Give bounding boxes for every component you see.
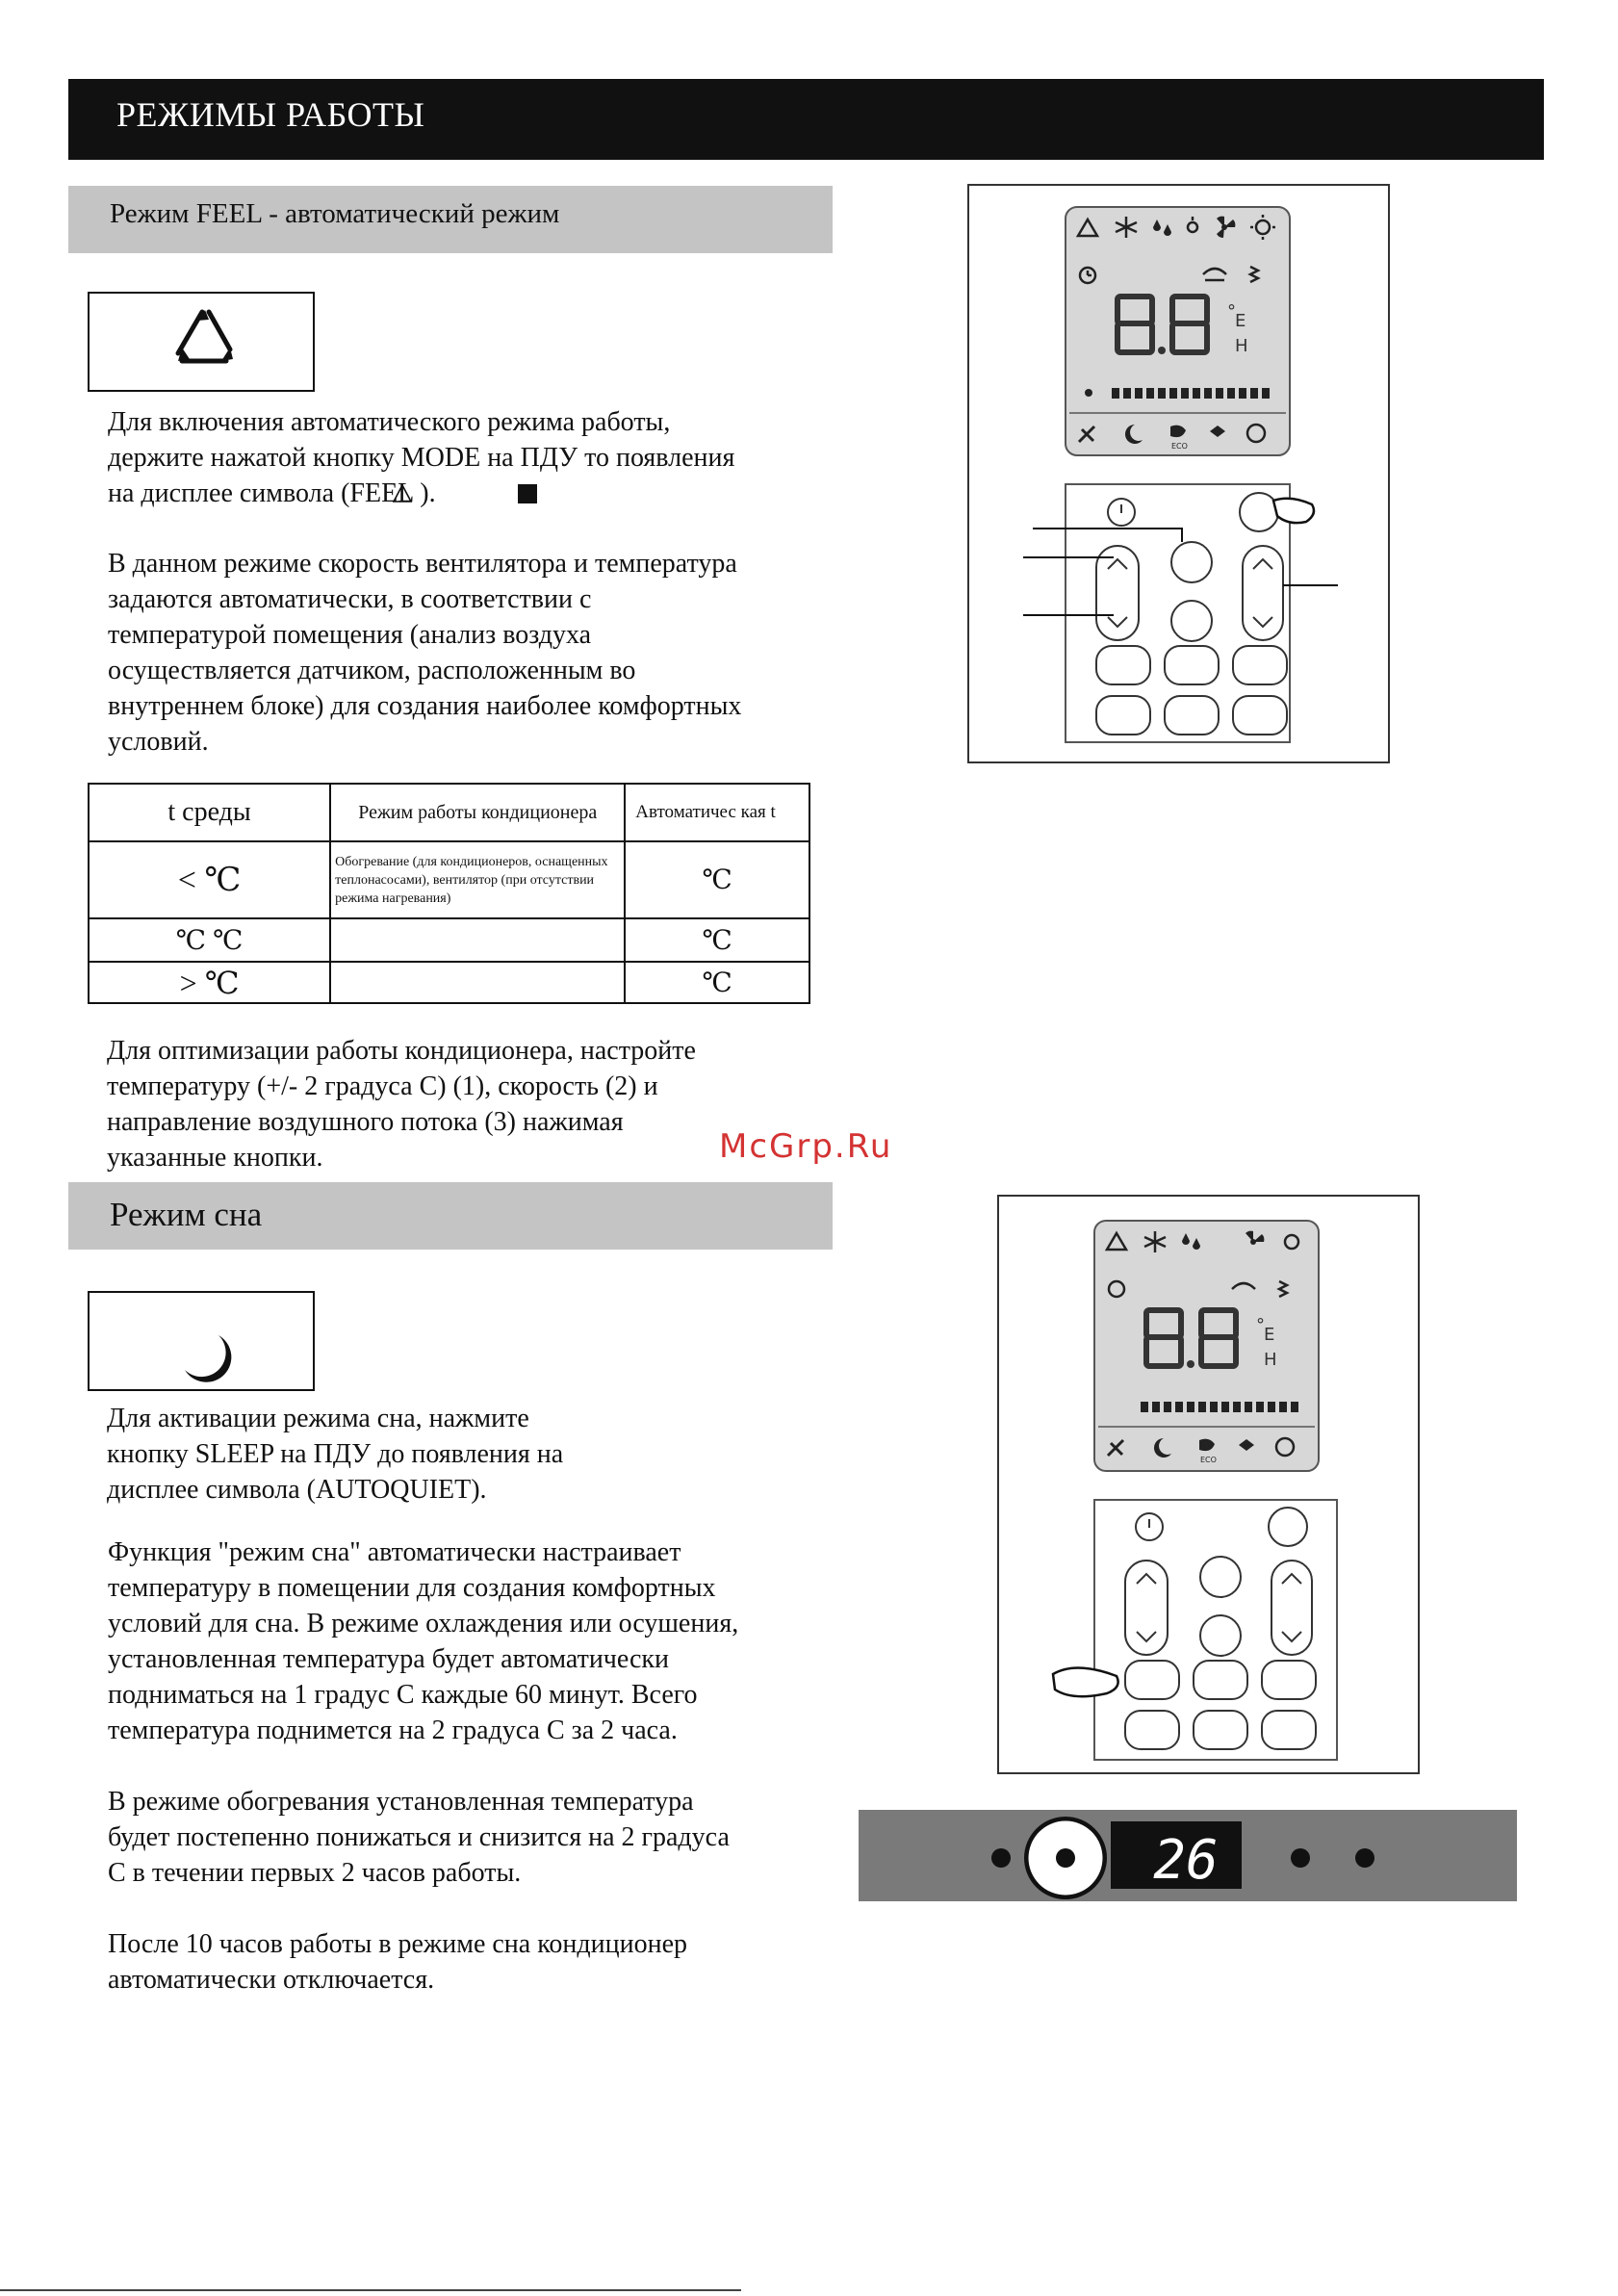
remote-control-feel: [967, 184, 1390, 763]
table-cell: > ℃: [89, 962, 330, 1003]
table-cell: ℃: [625, 962, 809, 1003]
sleep-paragraph-3: [108, 1784, 839, 1891]
sleep-paragraph-2: [108, 1535, 839, 1748]
text-line: внутреннем блоке) для создания наиболее комфортных: [108, 691, 742, 721]
table-cell: [330, 918, 625, 962]
remote-feel-drawing: [969, 186, 1392, 765]
mode-button[interactable]: [1240, 493, 1278, 531]
table-header-t: t среды: [89, 784, 330, 841]
sleep-button[interactable]: [1125, 1661, 1179, 1699]
text-line: После 10 часов работы в режиме сна кондиционер: [108, 1929, 687, 1959]
text-line: Функция "режим сна" автоматически настраивает: [108, 1537, 681, 1567]
text-line: температуру (+/- 2 градуса С) (1), скорость (2) и: [107, 1071, 658, 1101]
text-line: задаются автоматически, в соответствии с: [108, 584, 592, 614]
indoor-display-value: 26: [1153, 1829, 1219, 1892]
text-line: осуществляется датчиком, расположенным во: [108, 656, 636, 685]
sleep-paragraph-4: [108, 1926, 839, 1998]
text-line: температура поднимется на 2 градуса С за 2 часа.: [108, 1716, 678, 1745]
remote-control-sleep: [997, 1195, 1420, 1774]
text-line: направление воздушного потока (3) нажимая: [107, 1107, 624, 1137]
table-cell: ℃ ℃: [89, 918, 330, 962]
text-line: будет постепенно понижаться и снизится на 2 градуса: [108, 1822, 730, 1852]
section-sleep-title: Режим сна: [110, 1196, 263, 1233]
lcd-unit-e: E: [1264, 1325, 1275, 1345]
feel-paragraph-1: [108, 404, 839, 511]
table-header-row: [89, 784, 809, 841]
text-line: установленная температура будет автоматически: [108, 1644, 670, 1674]
watermark: McGrp.Ru: [719, 1127, 893, 1166]
feel-triangle-icon: [90, 294, 317, 394]
page-title: РЕЖИМЫ РАБОТЫ: [116, 95, 425, 134]
lcd-eco-label: ECO: [1171, 442, 1188, 451]
text-line: Для активации режима сна, нажмите: [107, 1404, 529, 1433]
section-feel-title: Режим FEEL - автоматический режим: [110, 198, 560, 229]
text-line: Для оптимизации работы кондиционера, настройте: [107, 1036, 696, 1066]
black-square-icon: [518, 484, 537, 503]
lcd-unit-h: H: [1264, 1350, 1277, 1370]
table-header-mode: Режим работы кондиционера: [330, 784, 625, 841]
text-line: Для включения автоматического режима работы,: [108, 407, 671, 437]
text-line: подниматься на 1 градус С каждые 60 минут. Всего: [108, 1680, 698, 1710]
section-feel-header: [68, 186, 833, 253]
table-cell: < ℃: [89, 841, 330, 918]
swing-button[interactable]: [1171, 601, 1212, 641]
footer-divider: [0, 2289, 741, 2291]
table-cell: ℃: [625, 841, 809, 918]
lcd-unit-h: H: [1235, 336, 1248, 356]
remote-sleep-drawing: [999, 1197, 1422, 1776]
text-line: автоматически отключается.: [108, 1965, 435, 1995]
hand-pointer-icon: [1053, 1667, 1118, 1696]
section-sleep-header: [68, 1182, 833, 1250]
text-line: указанные кнопки.: [107, 1143, 323, 1173]
lcd-unit-c: °: [1256, 1315, 1265, 1335]
fan-speed-button[interactable]: [1171, 542, 1212, 582]
lcd-unit-e: E: [1235, 311, 1246, 331]
table-cell: ℃: [625, 918, 809, 962]
text-line: С в течении первых 2 часов работы.: [108, 1858, 522, 1888]
moon-small-icon: [333, 1472, 375, 1507]
text-line: условий.: [108, 727, 209, 757]
text-line: условий для сна. В режиме охлаждения или осушения,: [108, 1609, 739, 1638]
table-row: [89, 918, 809, 962]
moon-icon: [90, 1293, 317, 1393]
lcd-eco-label: ECO: [1200, 1456, 1217, 1464]
text-line: температурой помещения (анализ воздуха: [108, 620, 592, 650]
sleep-icon-box: [88, 1291, 315, 1391]
text-line: В данном режиме скорость вентилятора и температура: [108, 549, 737, 579]
text-line: дисплее символа (AUTOQUIET).: [107, 1475, 487, 1505]
text-line: держите нажатой кнопку MODE на ПДУ то появления: [108, 443, 735, 473]
text-line-with-icon: [107, 1472, 838, 1508]
table-row: [89, 962, 809, 1003]
sleep-paragraph-1: [107, 1401, 838, 1508]
text-line: кнопку SLEEP на ПДУ до появления на: [107, 1439, 564, 1469]
indoor-unit-panel: [859, 1810, 1517, 1901]
text-line: на дисплее символа (FEEL ).: [108, 478, 436, 508]
lcd-unit-c: °: [1227, 301, 1236, 322]
feel-icon-box: [88, 292, 315, 392]
text-line-with-icons: [108, 476, 839, 511]
feel-mode-table: [88, 783, 810, 1004]
text-line: температуру в помещении для создания комфортных: [108, 1573, 716, 1603]
feel-paragraph-2: [108, 546, 839, 760]
page-header: [68, 79, 1544, 160]
text-line: В режиме обогревания установленная температура: [108, 1787, 694, 1817]
indoor-panel-drawing: [859, 1810, 1517, 1901]
table-row: [89, 841, 809, 918]
table-cell: [330, 962, 625, 1003]
mode-button[interactable]: [1269, 1508, 1307, 1546]
feel-small-triangle-icon: [392, 483, 413, 504]
table-cell: Обогревание (для кондиционеров, оснащенных теплонасосами), вентилятор (при отсутствии режима нагревания): [330, 841, 625, 918]
table-header-auto: Автоматичес кая t: [625, 784, 809, 841]
